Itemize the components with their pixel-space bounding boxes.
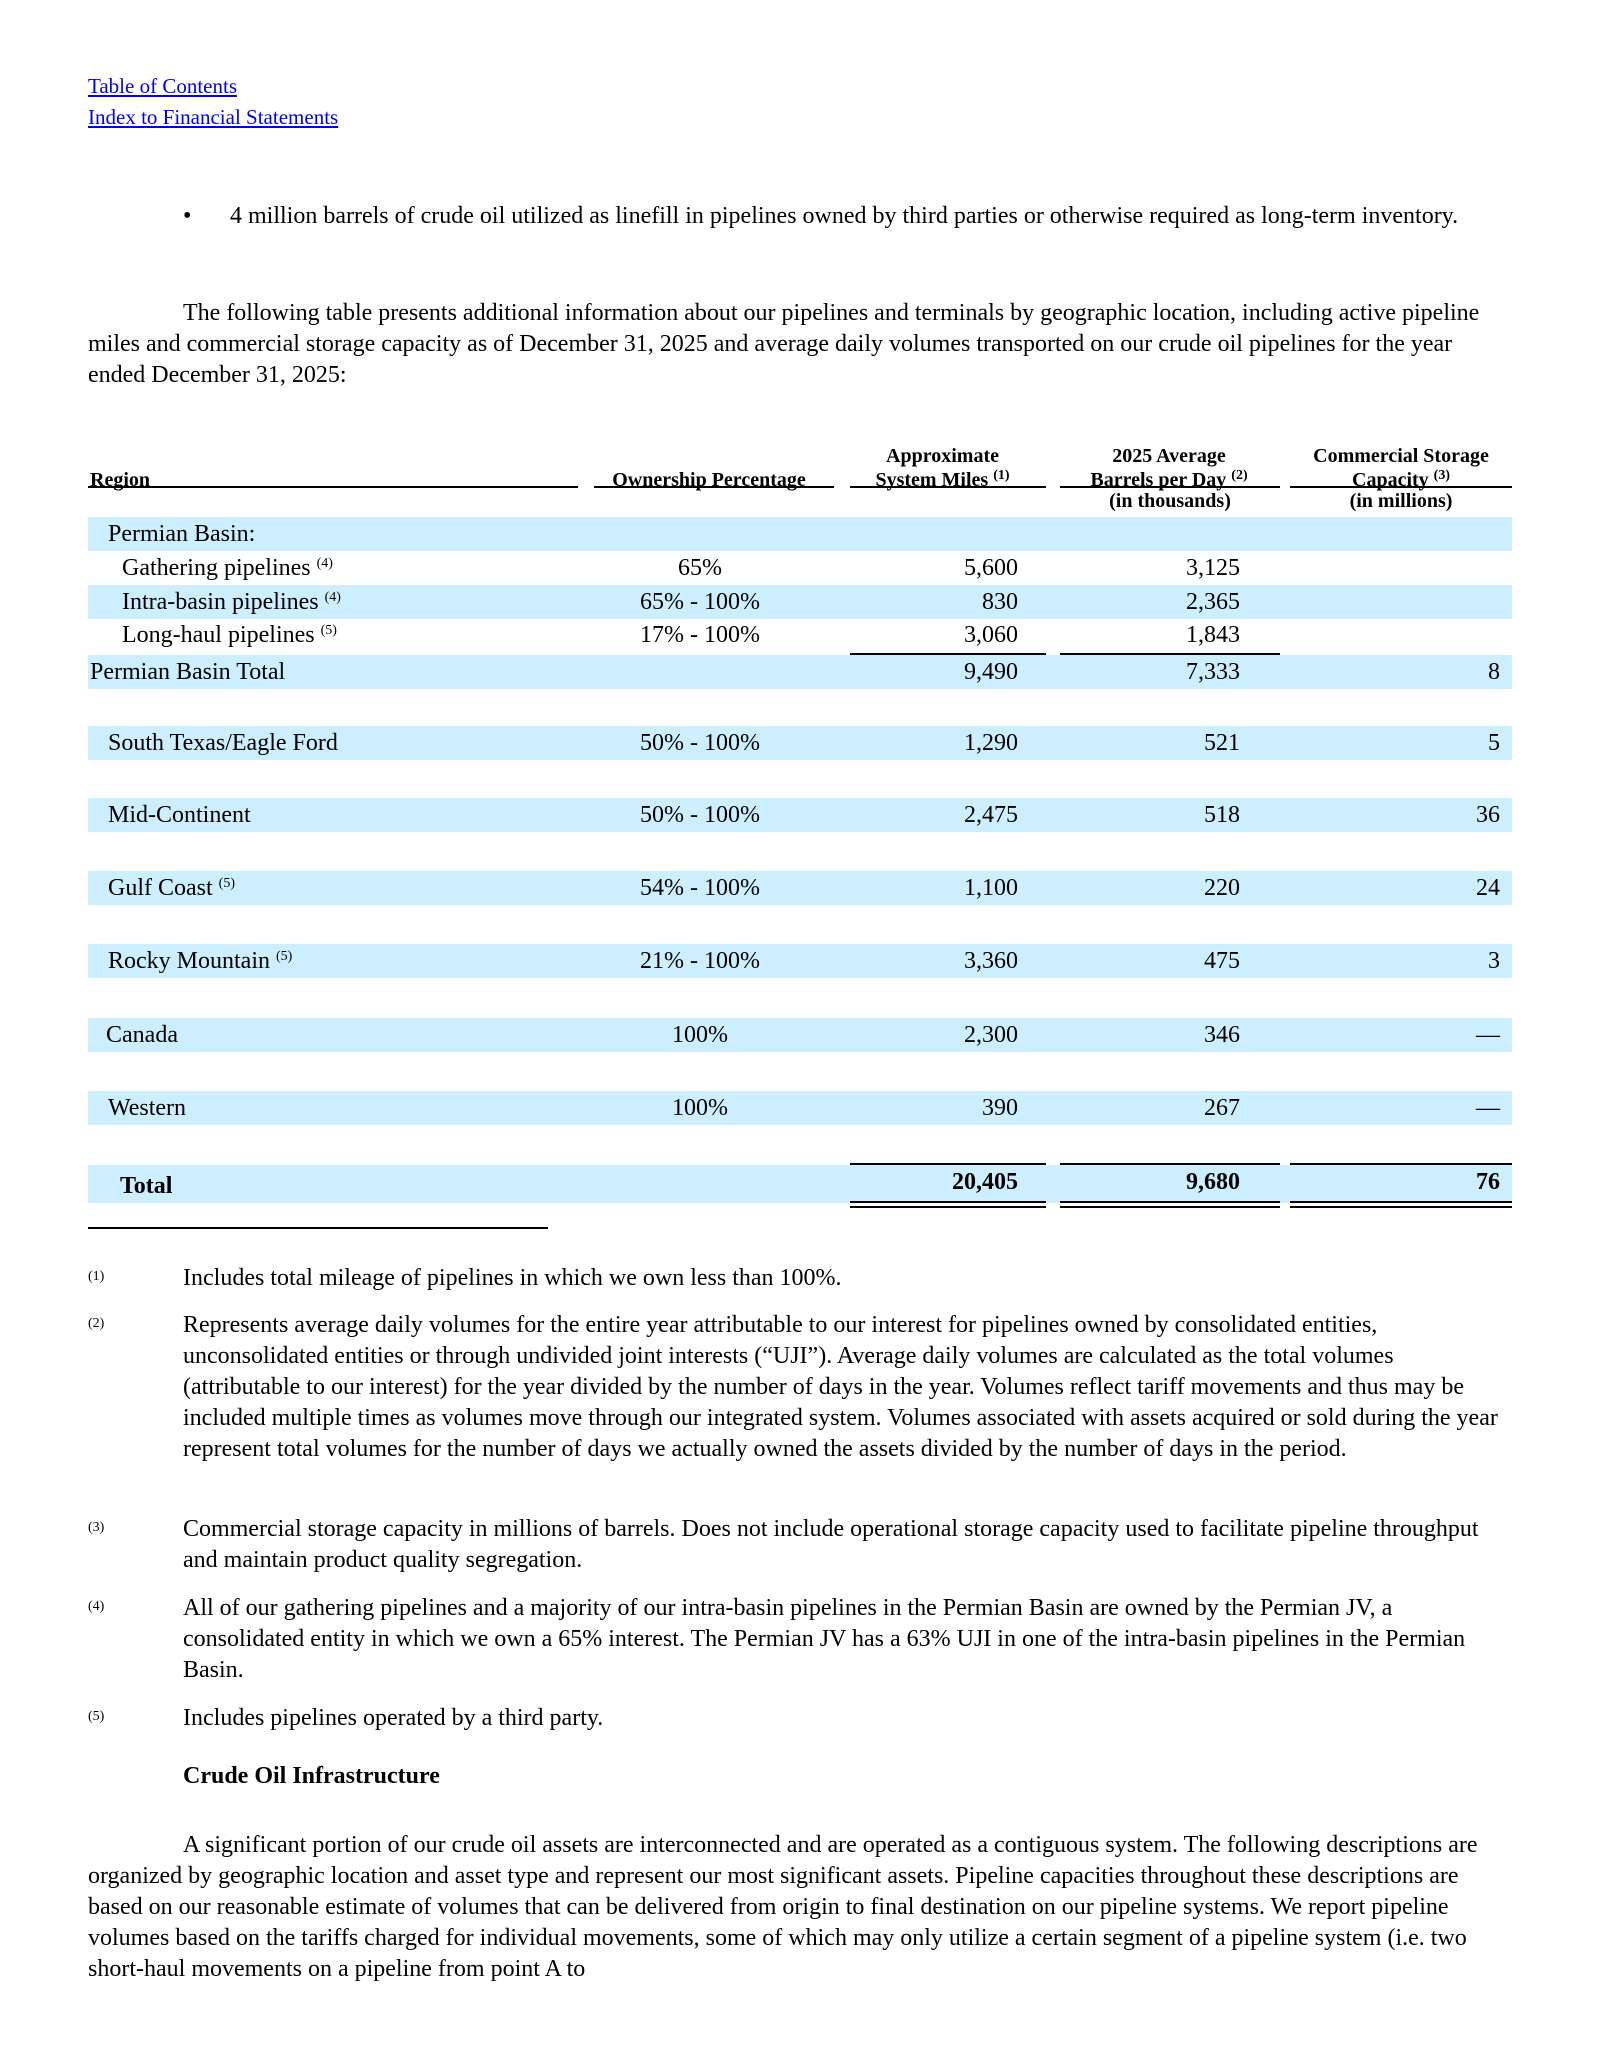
cell-region: Mid-Continent xyxy=(108,802,251,828)
cell-ownership: 17% - 100% xyxy=(640,622,760,648)
cell-miles: 3,360 xyxy=(964,948,1018,974)
cell-ownership: 100% xyxy=(672,1095,728,1121)
total-double-rule xyxy=(850,1201,1046,1208)
total-double-rule xyxy=(1290,1201,1512,1208)
table-row xyxy=(88,871,1512,905)
cell-region: South Texas/Eagle Ford xyxy=(108,730,338,756)
table-row-total xyxy=(88,1165,1512,1203)
header-miles-line2: System Miles xyxy=(875,469,989,491)
cell-bpd: 518 xyxy=(1204,802,1240,828)
cell-ownership: 65% xyxy=(678,555,722,581)
cell-capacity: 8 xyxy=(1488,659,1500,685)
header-rule xyxy=(88,486,578,488)
table-row xyxy=(88,798,1512,832)
footnote-separator xyxy=(88,1227,548,1229)
footnote-text: Commercial storage capacity in millions of barrels. Does not include operational storage capacity used to facilitate pipeline throughput and maintain product quality segregation. xyxy=(183,1516,1479,1573)
table-row xyxy=(88,618,1512,652)
header-miles-line1: Approximate xyxy=(886,445,999,467)
table-row xyxy=(88,944,1512,978)
cell-ownership: 50% - 100% xyxy=(640,730,760,756)
footnote-text: All of our gathering pipelines and a majority of our intra-basin pipelines in the Permian Basin are owned by the Permian JV, a consolidated entity in which we own a 65% interest. The Permian JV has a 63% UJI in one of the intra-basin pipelines in the Permian Basin. xyxy=(183,1595,1466,1683)
table-row xyxy=(88,1018,1512,1052)
footnote-number: (1) xyxy=(88,1269,105,1284)
cell-bpd: 220 xyxy=(1204,875,1240,901)
footnote-ref: (5) xyxy=(218,876,235,891)
table-header xyxy=(88,430,1512,520)
cell-bpd: 267 xyxy=(1204,1095,1240,1121)
cell-capacity: 76 xyxy=(1476,1169,1500,1195)
table-row xyxy=(88,551,1512,585)
footnote-5 xyxy=(88,1703,1512,1734)
cell-capacity: — xyxy=(1476,1022,1500,1048)
header-rule xyxy=(594,486,834,488)
footnote-3 xyxy=(88,1514,1512,1576)
section-paragraph: A significant portion of our crude oil assets are interconnected and are operated as a contiguous system. The following descriptions are organized by geographic location and asset type and represent our most significant assets. Pipeline capacities throughout these descriptions are based on our reasonable estimate of volumes that can be delivered from origin to final destination on our pipeline systems. We report pipeline volumes based on the tariffs charged for individual movements, some of which may only utilize a certain segment of a pipeline system (i.e. two short-haul movements on a pipeline from point A to xyxy=(88,1832,1478,1982)
table-row xyxy=(88,655,1512,689)
footnote-number: (5) xyxy=(88,1709,105,1724)
footnote-ref: (5) xyxy=(320,623,337,638)
table-row xyxy=(88,585,1512,619)
capacity-unit: (in millions) xyxy=(1349,490,1453,512)
cell-region: Intra-basin pipelines $^{(4)}$ xyxy=(122,589,341,615)
cell-region: Permian Basin Total xyxy=(90,659,286,685)
cell-region: Canada xyxy=(106,1022,178,1048)
cell-ownership: 100% xyxy=(672,1022,728,1048)
bullet-text: 4 million barrels of crude oil utilized as linefill in pipelines owned by third parties or otherwise required as long-term inventory. xyxy=(230,203,1459,229)
header-rule xyxy=(1060,486,1280,488)
section-heading: Crude Oil Infrastructure xyxy=(183,1763,440,1789)
cell-miles: 20,405 xyxy=(952,1169,1018,1195)
cell-miles: 5,600 xyxy=(964,555,1018,581)
header-capacity-line2: Capacity xyxy=(1352,469,1429,491)
footnote-number: (4) xyxy=(88,1599,105,1614)
header-bpd-line2: Barrels per Day xyxy=(1090,469,1227,491)
cell-miles: 2,300 xyxy=(964,1022,1018,1048)
table-row xyxy=(88,726,1512,760)
footnote-text: Includes total mileage of pipelines in which we own less than 100%. xyxy=(183,1265,842,1291)
cell-bpd: 521 xyxy=(1204,730,1240,756)
cell-region: Gulf Coast $^{(5)}$ xyxy=(108,875,235,901)
footnote-4 xyxy=(88,1593,1512,1686)
cell-miles: 830 xyxy=(982,589,1018,615)
cell-region: Permian Basin: xyxy=(108,521,256,547)
header-bpd-line1: 2025 Average xyxy=(1112,445,1226,467)
header-rule xyxy=(1290,486,1512,488)
cell-capacity: 3 xyxy=(1488,948,1500,974)
footnote-ref: (3) xyxy=(1433,468,1450,483)
cell-capacity: 5 xyxy=(1488,730,1500,756)
total-double-rule xyxy=(1060,1201,1280,1208)
cell-miles: 1,100 xyxy=(964,875,1018,901)
cell-bpd: 475 xyxy=(1204,948,1240,974)
header-ownership: Ownership Percentage xyxy=(612,469,806,491)
pipelines-table xyxy=(88,430,1512,1199)
header-miles xyxy=(850,444,1035,492)
cell-miles: 390 xyxy=(982,1095,1018,1121)
footnote-ref: (1) xyxy=(993,468,1010,483)
cell-bpd: 346 xyxy=(1204,1022,1240,1048)
cell-region: Rocky Mountain $^{(5)}$ xyxy=(108,948,293,974)
header-bpd xyxy=(1060,444,1278,492)
header-rule xyxy=(850,486,1046,488)
cell-bpd: 7,333 xyxy=(1186,659,1240,685)
intro-paragraph: The following table presents additional information about our pipelines and terminals by geographic location, including active pipeline miles and commercial storage capacity as of December 31, 2025 and average daily volumes transported on our crude oil pipelines for the year ended December 31, 2025: xyxy=(88,300,1480,388)
table-of-contents-link[interactable]: Table of Contents xyxy=(88,74,237,98)
footnote-ref: (5) xyxy=(276,949,293,964)
header-region: Region xyxy=(90,469,150,491)
footnote-2 xyxy=(88,1310,1512,1465)
cell-region: Gathering pipelines $^{(4)}$ xyxy=(122,555,333,581)
cell-miles: 9,490 xyxy=(964,659,1018,685)
footnote-text: Includes pipelines operated by a third party. xyxy=(183,1705,604,1731)
table-row xyxy=(88,517,1512,551)
cell-capacity: 24 xyxy=(1476,875,1500,901)
footnote-ref: (2) xyxy=(1231,468,1248,483)
cell-region: Total xyxy=(120,1173,173,1199)
cell-capacity: — xyxy=(1476,1095,1500,1121)
header-capacity xyxy=(1290,444,1512,492)
cell-region: Western xyxy=(108,1095,187,1121)
footnote-number: (3) xyxy=(88,1520,105,1535)
cell-bpd: 1,843 xyxy=(1186,622,1240,648)
footnote-text: Represents average daily volumes for the entire year attributable to our interest for pipelines owned by consolidated entities, unconsolidated entities or through undivided joint interests (“UJI”). Average daily volumes are calculated as the total volumes (attributable to our interest) for the year divided by the number of days in the year. Volumes reflect tariff movements and thus may be included multiple times as volumes move through our integrated system. Volumes associated with assets acquired or sold during the year represent total volumes for the number of days we actually owned the assets divided by the number of days in the period. xyxy=(183,1312,1498,1462)
cell-bpd: 3,125 xyxy=(1186,555,1240,581)
index-to-financial-statements-link[interactable]: Index to Financial Statements xyxy=(88,105,339,129)
cell-ownership: 21% - 100% xyxy=(640,948,760,974)
cell-miles: 2,475 xyxy=(964,802,1018,828)
cell-region: Long-haul pipelines $^{(5)}$ xyxy=(122,622,337,648)
footnote-ref: (4) xyxy=(324,590,341,605)
table-row xyxy=(88,1091,1512,1125)
cell-ownership: 50% - 100% xyxy=(640,802,760,828)
footnote-ref: (4) xyxy=(316,556,333,571)
cell-miles: 3,060 xyxy=(964,622,1018,648)
footnote-number: (2) xyxy=(88,1316,105,1331)
cell-bpd: 9,680 xyxy=(1186,1169,1240,1195)
bullet-dot: • xyxy=(183,203,192,229)
cell-bpd: 2,365 xyxy=(1186,589,1240,615)
header-capacity-line1: Commercial Storage xyxy=(1313,445,1489,467)
cell-ownership: 54% - 100% xyxy=(640,875,760,901)
nav-links xyxy=(88,72,338,134)
bpd-unit: (in thousands) xyxy=(1109,490,1231,512)
footnote-1 xyxy=(88,1263,1512,1294)
linefill-bullet xyxy=(183,200,1513,232)
cell-ownership: 65% - 100% xyxy=(640,589,760,615)
cell-miles: 1,290 xyxy=(964,730,1018,756)
cell-capacity: 36 xyxy=(1476,802,1500,828)
